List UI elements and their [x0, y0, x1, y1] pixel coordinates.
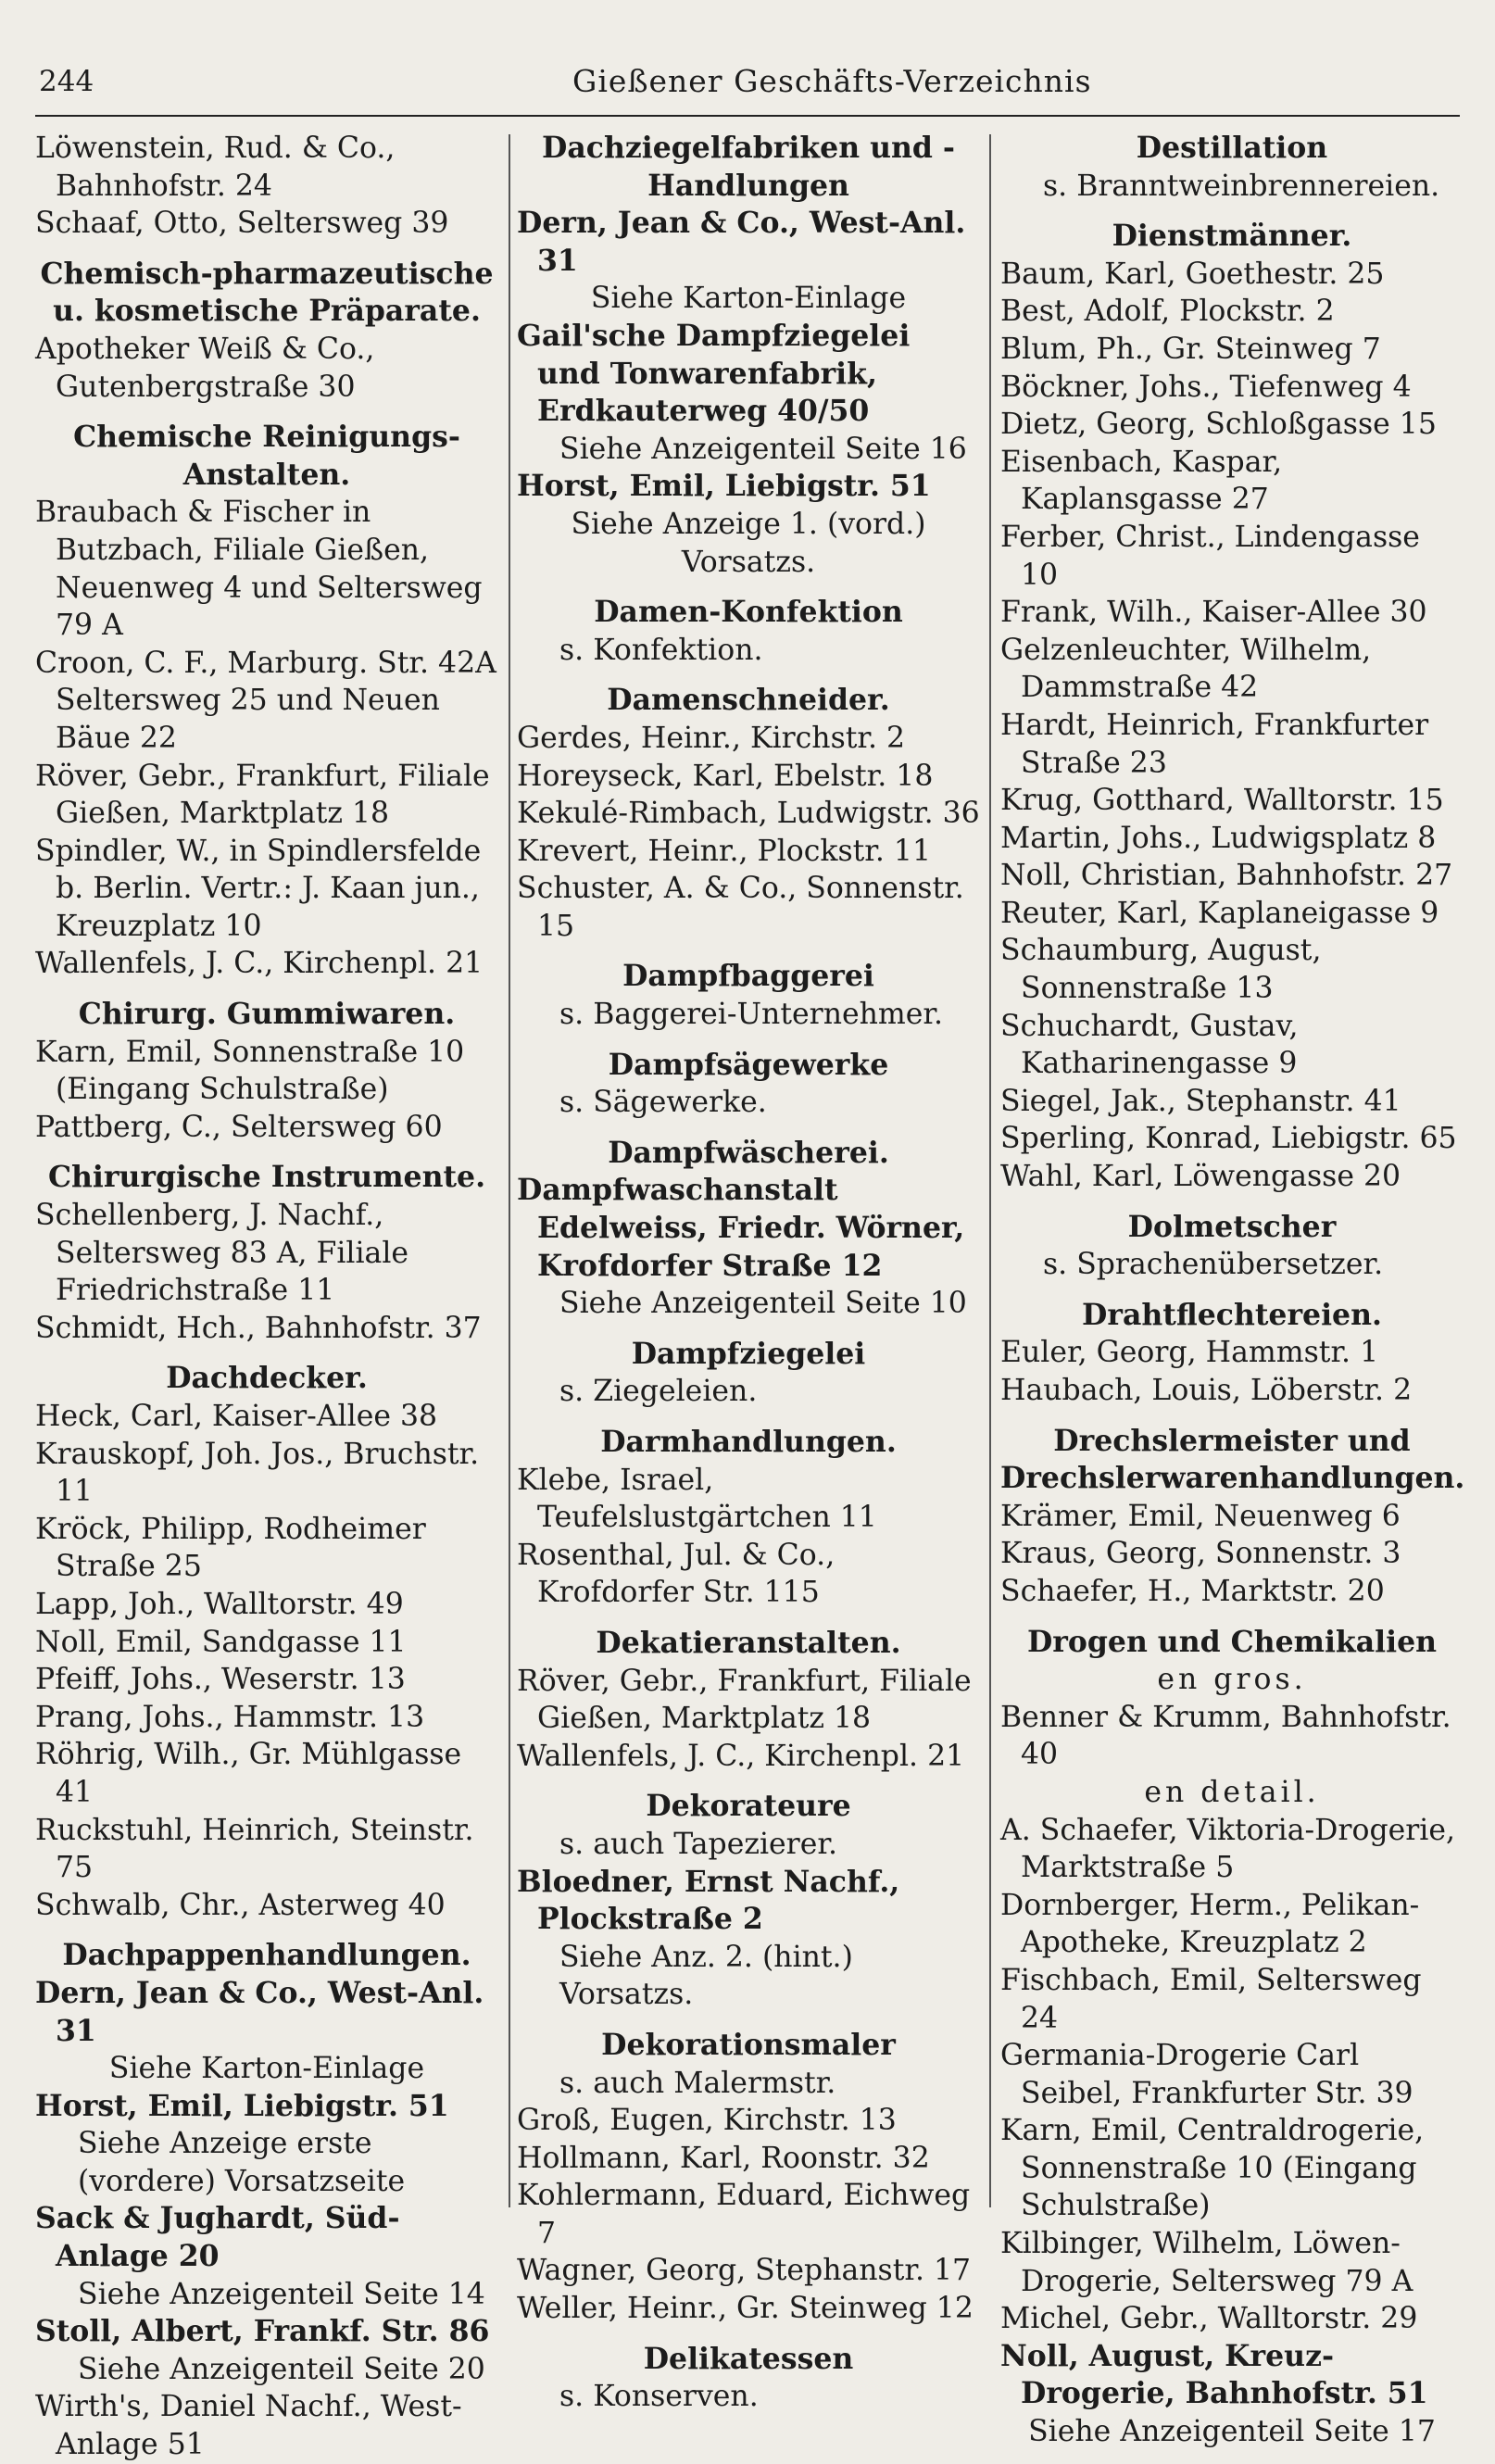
- directory-entry: Gerdes, Heinr., Kirchstr. 2: [517, 721, 906, 755]
- advertisement-reference: Siehe Anzeigenteil Seite 17: [1028, 2415, 1436, 2449]
- directory-entry: Braubach & Fischer in Butzbach, Filiale Gießen, Neuenweg 4 und Seltersweg 79 A: [35, 496, 483, 643]
- directory-entry: Schuster, A. & Co., Sonnenstr. 15: [517, 872, 964, 943]
- directory-entry: Horeyseck, Karl, Ebelstr. 18: [517, 759, 934, 793]
- advertisement-reference: Siehe Karton-Einlage: [590, 282, 907, 316]
- category-heading: Dachpappenhandlungen.: [62, 1938, 471, 1973]
- directory-entry: Krevert, Heinr., Plockstr. 11: [517, 834, 932, 868]
- directory-entry: Hollmann, Karl, Roonstr. 32: [517, 2141, 930, 2175]
- advertisement-reference: Siehe Anzeigenteil Seite 16: [559, 432, 967, 466]
- category-heading: Chirurg. Gummiwaren.: [78, 997, 456, 1032]
- cross-reference: s. Sprachenübersetzer.: [1043, 1248, 1384, 1282]
- directory-entry-featured: Horst, Emil, Liebigstr. 51: [517, 469, 931, 504]
- directory-entry: Karn, Emil, Centraldrogerie, Sonnenstraße 10 (Eingang Schulstraße): [1000, 2114, 1425, 2223]
- category-heading: Dampfbaggerei: [622, 959, 874, 994]
- cross-reference: s. Branntweinbrennereien.: [1043, 169, 1440, 203]
- directory-column-3: [1000, 130, 1464, 2451]
- category-heading: Dampfsägewerke: [608, 1047, 889, 1082]
- directory-entry: Croon, C. F., Marburg. Str. 42A Seltersweg 25 und Neuen Bäue 22: [35, 646, 496, 755]
- category-heading: Dekorationsmaler: [601, 2027, 896, 2062]
- directory-entry: Baum, Karl, Goethestr. 25: [1000, 257, 1385, 291]
- directory-entry: Wirth's, Daniel Nachf., West-Anlage 51: [35, 2390, 462, 2462]
- directory-entry-featured: Sack & Jughardt, Süd-Anlage 20: [35, 2201, 400, 2274]
- category-heading: Dekatieranstalten.: [596, 1625, 901, 1660]
- cross-reference: s. auch Tapezierer.: [559, 1827, 837, 1861]
- cross-reference: s. Konserven.: [559, 2380, 759, 2414]
- directory-column-1: [35, 130, 498, 2464]
- category-heading: Chirurgische Instrumente.: [47, 1160, 486, 1195]
- directory-entry: Weller, Heinr., Gr. Steinweg 12: [517, 2292, 974, 2326]
- directory-entry: Wagner, Georg, Stephanstr. 17: [517, 2254, 972, 2288]
- category-heading: Damenschneider.: [607, 683, 890, 718]
- directory-entry: Apotheker Weiß & Co., Gutenbergstraße 30: [35, 332, 375, 404]
- category-heading: Damen-Konfektion: [594, 595, 903, 630]
- category-heading: Drogen und Chemikalien: [1026, 1624, 1438, 1659]
- directory-entry: Reuter, Karl, Kaplaneigasse 9: [1000, 896, 1439, 930]
- directory-entry: Martin, Johs., Ludwigsplatz 8: [1000, 821, 1437, 855]
- category-heading: Chemische Reinigungs-Anstalten.: [73, 420, 460, 492]
- directory-entry: Schmidt, Hch., Bahnhofstr. 37: [35, 1311, 482, 1345]
- directory-entry-featured: Dern, Jean & Co., West-Anl. 31: [517, 206, 966, 278]
- category-heading: Darmhandlungen.: [600, 1425, 897, 1459]
- column-divider: [509, 134, 510, 2207]
- directory-entry: Blum, Ph., Gr. Steinweg 7: [1000, 332, 1381, 366]
- directory-entry: Noll, Christian, Bahnhofstr. 27: [1000, 859, 1453, 893]
- directory-entry: Kilbinger, Wilhelm, Löwen-Drogerie, Seltersweg 79 A: [1000, 2227, 1413, 2298]
- directory-entry: Frank, Wilh., Kaiser-Allee 30: [1000, 596, 1427, 630]
- directory-entry: Siegel, Jak., Stephanstr. 41: [1000, 1084, 1401, 1118]
- directory-entry: Prang, Johs., Hammstr. 13: [35, 1700, 425, 1734]
- cross-reference: s. auch Malermstr.: [559, 2066, 836, 2100]
- directory-entry-featured: Dern, Jean & Co., West-Anl. 31: [35, 1975, 484, 2048]
- directory-entry: Kohlermann, Eduard, Eichweg 7: [517, 2179, 971, 2250]
- directory-entry: Gelzenleuchter, Wilhelm, Dammstraße 42: [1000, 633, 1372, 705]
- advertisement-reference: Siehe Anzeige erste (vordere) Vorsatzseite: [78, 2127, 406, 2198]
- advertisement-reference: Siehe Karton-Einlage: [108, 2052, 425, 2086]
- directory-entry: Heck, Carl, Kaiser-Allee 38: [35, 1400, 438, 1433]
- directory-entry-featured: Horst, Emil, Liebigstr. 51: [35, 2088, 449, 2123]
- directory-entry-featured: Stoll, Albert, Frankf. Str. 86: [35, 2314, 490, 2349]
- directory-entry: Hardt, Heinrich, Frankfurter Straße 23: [1000, 708, 1429, 780]
- directory-entry: Ferber, Christ., Lindengasse 10: [1000, 520, 1420, 592]
- directory-entry: A. Schaefer, Viktoria-Drogerie, Marktstraße 5: [1000, 1813, 1456, 1885]
- directory-entry: Röhrig, Wilh., Gr. Mühlgasse 41: [35, 1738, 462, 1809]
- directory-entry: Böckner, Johs., Tiefenweg 4: [1000, 370, 1412, 404]
- column-divider: [989, 134, 991, 2207]
- category-heading: Delikatessen: [643, 2341, 854, 2376]
- directory-entry: Sperling, Konrad, Liebigstr. 65: [1000, 1122, 1457, 1156]
- directory-entry: Krug, Gotthard, Walltorstr. 15: [1000, 784, 1444, 818]
- category-heading: Chemisch-pharmazeutische u. kosmetische Präparate.: [40, 256, 494, 329]
- directory-entry: Wahl, Karl, Löwengasse 20: [1000, 1160, 1401, 1194]
- category-heading: Dekorateure: [646, 1789, 851, 1824]
- directory-entry: Krämer, Emil, Neuenweg 6: [1000, 1499, 1401, 1533]
- directory-entry-featured: Dampfwaschanstalt Edelweiss, Friedr. Wörner, Krofdorfer Straße 12: [517, 1173, 965, 1283]
- category-heading: Dampfziegelei: [631, 1336, 866, 1371]
- directory-entry-featured: Bloedner, Ernst Nachf., Plockstraße 2: [517, 1864, 900, 1937]
- directory-entry: Groß, Eugen, Kirchstr. 13: [517, 2104, 897, 2138]
- directory-entry: Spindler, W., in Spindlersfelde b. Berlin. Vertr.: J. Kaan jun., Kreuzplatz 10: [35, 834, 482, 943]
- advertisement-reference: Siehe Anzeigenteil Seite 20: [78, 2352, 485, 2386]
- directory-entry: Kröck, Philipp, Rodheimer Straße 25: [35, 1512, 426, 1584]
- directory-entry: Michel, Gebr., Walltorstr. 29: [1000, 2302, 1418, 2336]
- directory-entry: Euler, Georg, Hammstr. 1: [1000, 1336, 1379, 1370]
- directory-entry: Schuchardt, Gustav, Katharinengasse 9: [1000, 1009, 1299, 1081]
- directory-entry: Haubach, Louis, Löberstr. 2: [1000, 1374, 1413, 1407]
- directory-entry: Schaumburg, August, Sonnenstraße 13: [1000, 934, 1322, 1006]
- directory-entry: Wallenfels, J. C., Kirchenpl. 21: [517, 1739, 965, 1773]
- advertisement-reference: Siehe Anz. 2. (hint.) Vorsatzs.: [559, 1940, 853, 2012]
- directory-entry: Schaefer, H., Marktstr. 20: [1000, 1574, 1385, 1608]
- directory-entry: Karn, Emil, Sonnenstraße 10 (Eingang Schulstraße): [35, 1035, 465, 1107]
- directory-column-2: [517, 130, 980, 2416]
- directory-entry-featured: Gail'sche Dampfziegelei und Tonwarenfabrik, Erdkauterweg 40/50: [517, 318, 911, 429]
- directory-entry: Dietz, Georg, Schloßgasse 15: [1000, 408, 1437, 442]
- directory-entry: Röver, Gebr., Frankfurt, Filiale Gießen, Marktplatz 18: [517, 1664, 972, 1736]
- directory-entry-featured: Noll, August, Kreuz-Drogerie, Bahnhofstr. 51: [1000, 2338, 1428, 2411]
- directory-entry: Lapp, Joh., Walltorstr. 49: [35, 1587, 404, 1621]
- directory-entry: Ruckstuhl, Heinrich, Steinstr. 75: [35, 1813, 474, 1885]
- directory-entry: Dornberger, Herm., Pelikan-Apotheke, Kreuzplatz 2: [1000, 1888, 1420, 1960]
- directory-entry: Pattberg, C., Seltersweg 60: [35, 1110, 443, 1144]
- directory-entry: Röver, Gebr., Frankfurt, Filiale Gießen, Marktplatz 18: [35, 759, 490, 831]
- cross-reference: s. Konfektion.: [559, 633, 763, 667]
- cross-reference: s. Ziegeleien.: [559, 1375, 758, 1409]
- directory-entry: Noll, Emil, Sandgasse 11: [35, 1625, 407, 1659]
- category-heading: Destillation: [1136, 131, 1328, 165]
- category-subheading: en detail.: [1144, 1775, 1320, 1809]
- directory-entry: Krauskopf, Joh. Jos., Bruchstr. 11: [35, 1437, 480, 1509]
- category-heading: Dachdecker.: [166, 1361, 368, 1396]
- category-heading: Drahtflechtereien.: [1082, 1297, 1382, 1332]
- directory-entry: Kraus, Georg, Sonnenstr. 3: [1000, 1537, 1401, 1571]
- cross-reference: s. Baggerei-Unternehmer.: [559, 998, 944, 1032]
- category-subheading: en gros.: [1157, 1663, 1307, 1697]
- directory-entry: Fischbach, Emil, Seltersweg 24: [1000, 1963, 1422, 2035]
- category-heading: Dampfwäscherei.: [608, 1135, 889, 1170]
- directory-entry: Wallenfels, J. C., Kirchenpl. 21: [35, 947, 484, 981]
- category-heading: Drechslermeister und Drechslerwarenhandlungen.: [1000, 1423, 1465, 1496]
- directory-entry: Benner & Krumm, Bahnhofstr. 40: [1000, 1700, 1451, 1772]
- running-title: Gießener Geschäfts-Verzeichnis: [572, 63, 1092, 99]
- directory-entry: Eisenbach, Kaspar, Kaplansgasse 27: [1000, 445, 1283, 517]
- category-heading: Dachziegelfabriken und -Handlungen: [542, 131, 955, 203]
- category-heading: Dienstmänner.: [1112, 219, 1352, 254]
- directory-entry: Löwenstein, Rud. & Co., Bahnhofstr. 24: [35, 132, 396, 203]
- cross-reference: s. Sägewerke.: [559, 1086, 767, 1120]
- page-header: [35, 59, 1460, 117]
- advertisement-reference: Siehe Anzeigenteil Seite 10: [559, 1287, 967, 1321]
- directory-entry: Germania-Drogerie Carl Seibel, Frankfurter Str. 39: [1000, 2039, 1413, 2110]
- directory-entry: Pfeiff, Johs., Weserstr. 13: [35, 1663, 406, 1697]
- directory-entry: Kekulé-Rimbach, Ludwigstr. 36: [517, 797, 980, 831]
- directory-entry: Schaaf, Otto, Seltersweg 39: [35, 207, 449, 241]
- directory-entry: Best, Adolf, Plockstr. 2: [1000, 295, 1335, 329]
- advertisement-reference: Siehe Anzeige 1. (vord.) Vorsatzs.: [571, 507, 926, 579]
- category-heading: Dolmetscher: [1127, 1209, 1337, 1244]
- page-number: 244: [39, 65, 94, 98]
- directory-entry: Schellenberg, J. Nachf., Seltersweg 83 A, Filiale Friedrichstraße 11: [35, 1199, 409, 1308]
- directory-entry: Schwalb, Chr., Asterweg 40: [35, 1888, 446, 1922]
- directory-entry: Rosenthal, Jul. & Co., Krofdorfer Str. 115: [517, 1538, 835, 1610]
- directory-entry: Klebe, Israel, Teufelslustgärtchen 11: [517, 1463, 877, 1535]
- advertisement-reference: Siehe Anzeigenteil Seite 14: [78, 2277, 485, 2311]
